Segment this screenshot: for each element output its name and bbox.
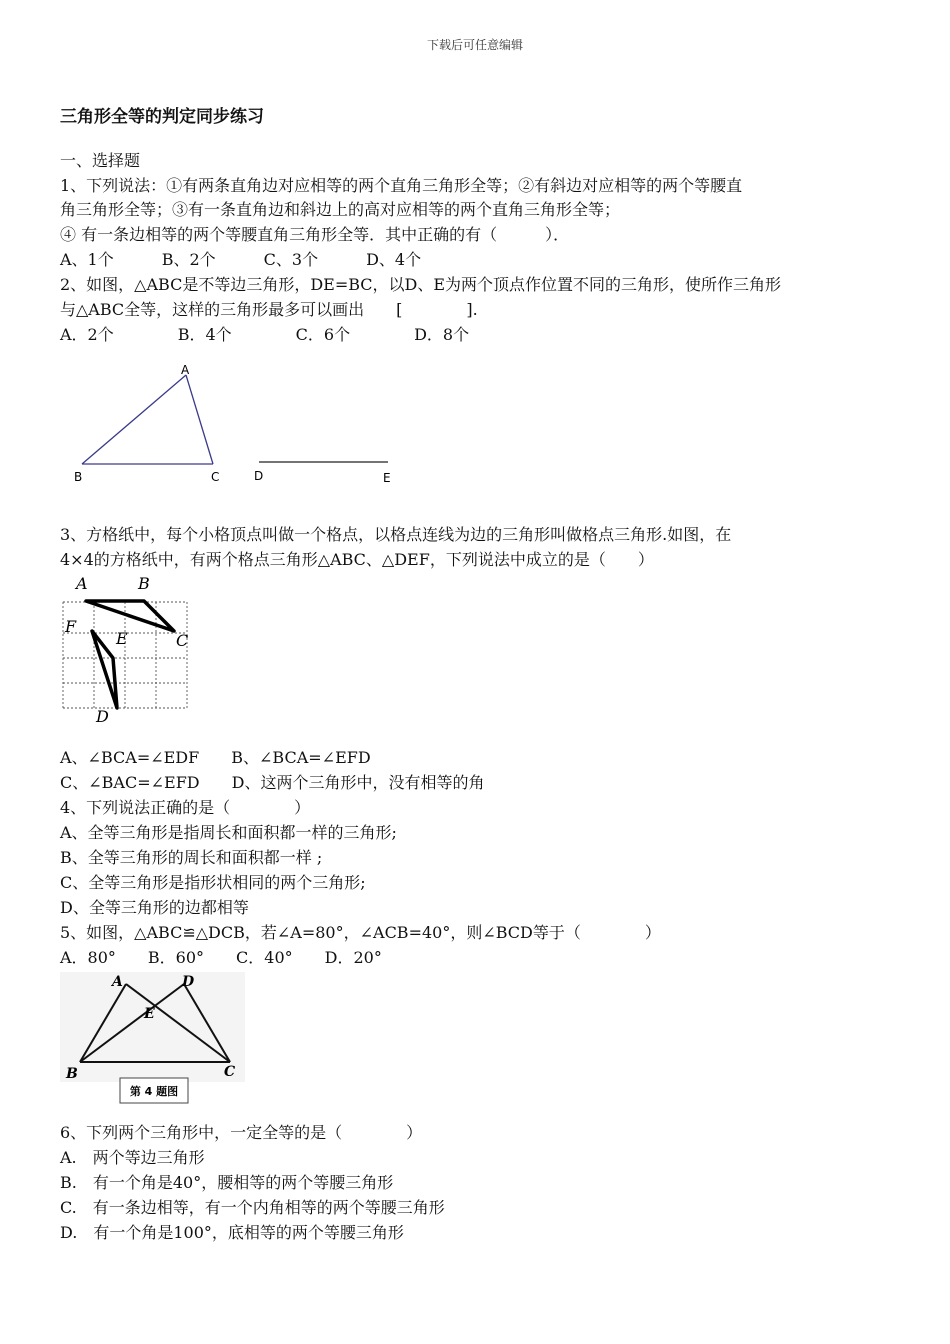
- q2-label-d: D: [254, 469, 264, 483]
- q5-options: A．80° B．60° C．40° D．20°: [60, 948, 382, 967]
- q2-label-e: E: [383, 471, 391, 485]
- q1-line2: 角三角形全等；③有一条直角边和斜边上的高对应相等的两个直角三角形全等；: [60, 200, 621, 219]
- q3-triangle-abc: [86, 601, 174, 631]
- q5-label-e: E: [144, 1006, 155, 1022]
- q2-label-a: A: [181, 363, 190, 377]
- q4-option-b: B、全等三角形的周长和面积都一样 ;: [60, 848, 323, 867]
- q5-label-d: D: [182, 974, 195, 990]
- q5-figure-background: [60, 972, 245, 1082]
- q6-option-b: B. 有一个角是40°，腰相等的两个等腰三角形: [60, 1173, 394, 1192]
- q5-label-b: B: [66, 1066, 78, 1082]
- q6-line1: 6、下列两个三角形中，一定全等的是（ ）: [60, 1123, 423, 1142]
- q5-line1: 5、如图，△ABC≌△DCB，若∠A=80°，∠ACB=40°，则∠BCD等于（ ）: [60, 923, 661, 942]
- q3-grid: [63, 602, 187, 708]
- q5-label-a: A: [112, 974, 123, 990]
- section-heading: 一、选择题: [60, 151, 141, 170]
- page-header: 下载后可任意编辑: [426, 38, 523, 52]
- q4-option-a: A、全等三角形是指周长和面积都一样的三角形;: [60, 823, 397, 842]
- q3-figure: [56, 572, 196, 724]
- q3-label-e: E: [116, 629, 128, 648]
- q2-line2: 与△ABC全等，这样的三角形最多可以画出 [ ].: [60, 300, 478, 319]
- q3-label-a: A: [76, 574, 88, 593]
- q6-option-d: D. 有一个角是100°，底相等的两个等腰三角形: [60, 1223, 404, 1242]
- q5-figure: [58, 970, 248, 1115]
- q3-label-c: C: [176, 631, 189, 650]
- q2-figure: [60, 360, 410, 490]
- q3-label-b: B: [138, 574, 150, 593]
- q4-line1: 4、下列说法正确的是（ ）: [60, 798, 311, 817]
- q5-caption: 第 4 题图: [129, 1085, 179, 1098]
- q3-line1: 3、方格纸中，每个小格顶点叫做一个格点，以格点连线为边的三角形叫做格点三角形.如图，在: [60, 525, 732, 544]
- q3-label-f: F: [65, 617, 77, 636]
- q2-label-b: B: [74, 470, 83, 484]
- q3-triangle-def: [92, 631, 117, 708]
- q2-side-ac: [186, 375, 213, 464]
- q5-label-c: C: [224, 1064, 236, 1080]
- page-title: 三角形全等的判定同步练习: [60, 107, 264, 127]
- q3-line2: 4×4的方格纸中，有两个格点三角形△ABC、△DEF，下列说法中成立的是（ ）: [60, 550, 654, 569]
- q6-option-c: C. 有一条边相等，有一个内角相等的两个等腰三角形: [60, 1198, 445, 1217]
- q2-label-c: C: [211, 470, 220, 484]
- q2-side-ba: [82, 375, 186, 464]
- q4-option-d: D、全等三角形的边都相等: [60, 898, 249, 917]
- q1-options: A、1个 B、2个 C、3个 D、4个: [60, 250, 422, 269]
- q4-option-c: C、全等三角形是指形状相同的两个三角形;: [60, 873, 366, 892]
- q2-line1: 2、如图，△ABC是不等边三角形，DE=BC，以D、E为两个顶点作位置不同的三角形，使所作三角形: [60, 275, 782, 294]
- q1-line3: ④ 有一条边相等的两个等腰直角三角形全等．其中正确的有（ ）．: [60, 225, 570, 244]
- q6-option-a: A. 两个等边三角形: [60, 1148, 205, 1167]
- q1-line1: 1、下列说法：①有两条直角边对应相等的两个直角三角形全等；②有斜边对应相等的两个等腰直: [60, 176, 743, 195]
- q3-options-1: A、∠BCA=∠EDF B、∠BCA=∠EFD: [60, 748, 371, 767]
- q3-label-d: D: [96, 707, 109, 724]
- q3-options-2: C、∠BAC=∠EFD D、这两个三角形中，没有相等的角: [60, 773, 485, 792]
- q2-options: A．2个 B．4个 C．6个 D．8个: [60, 325, 470, 344]
